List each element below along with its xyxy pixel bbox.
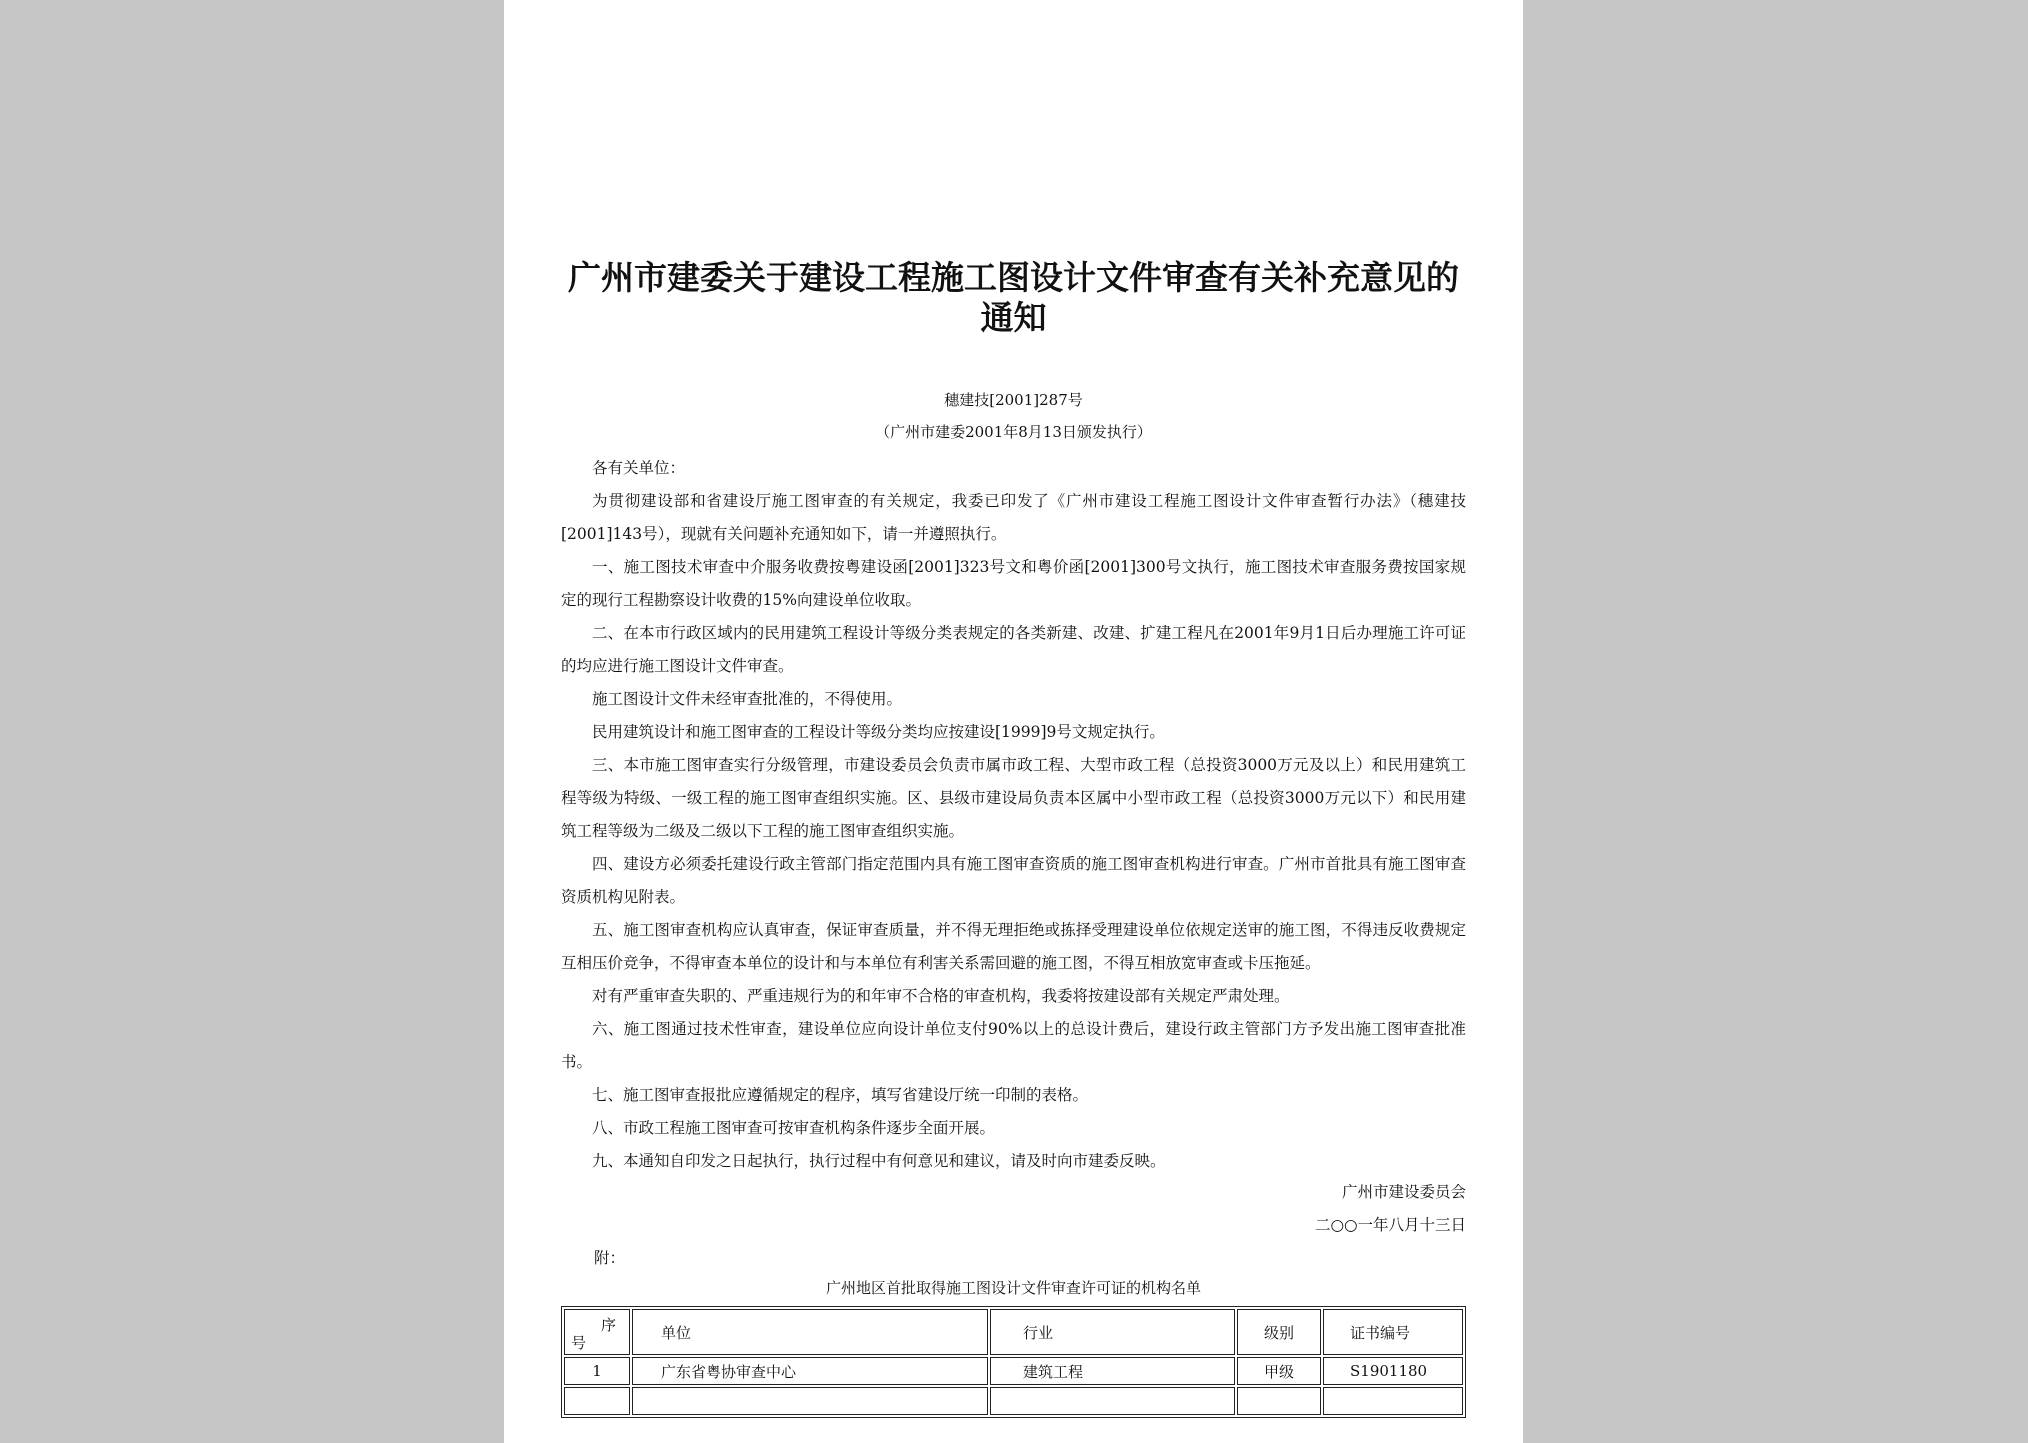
annex-label: 附： (594, 1249, 626, 1267)
paragraph: 为贯彻建设部和省建设厅施工图审查的有关规定，我委已印发了《广州市建设工程施工图设计文件审查暂行办法》（穗建技[2001]143号），现就有关问题补充通知如下，请一并遵照执行。 (561, 492, 1466, 543)
paragraph: 七、施工图审查报批应遵循规定的程序，填写省建设厅统一印制的表格。 (592, 1086, 1089, 1104)
paragraph: 六、施工图通过技术性审查，建设单位应向设计单位支付90%以上的总设计费后，建设行政主管部门方予发出施工图审查批准书。 (561, 1020, 1466, 1071)
cell-level: 甲级 (1237, 1357, 1321, 1385)
paragraph: 四、建设方必须委托建设行政主管部门指定范围内具有施工图审查资质的施工图审查机构进行审查。广州市首批具有施工图审查资质机构见附表。 (561, 855, 1466, 906)
cell-industry (990, 1387, 1235, 1415)
paragraph: 民用建筑设计和施工图审查的工程设计等级分类均应按建设[1999]9号文规定执行。 (592, 723, 1165, 741)
cell-seq (564, 1387, 630, 1415)
cell-level (1237, 1387, 1321, 1415)
paragraph: 各有关单位： (592, 459, 686, 477)
cell-industry: 建筑工程 (990, 1357, 1235, 1385)
header-seq-bottom: 号 (571, 1334, 587, 1352)
header-level: 级别 (1237, 1309, 1321, 1355)
paragraph: 三、本市施工图审查实行分级管理，市建设委员会负责市属市政工程、大型市政工程（总投资3000万元及以上）和民用建筑工程等级为特级、一级工程的施工图审查组织实施。区、县级市建设局负责本区属中小型市政工程（总投资3000万元以下）和民用建筑工程等级为二级及二级以下工程的施工图审查组织实施。 (561, 756, 1466, 840)
signature-issuer: 广州市建设委员会 (1341, 1183, 1466, 1201)
table-row (564, 1357, 1463, 1385)
document-body (561, 452, 1466, 1178)
signature-block (1315, 1176, 1466, 1242)
signature-date: 二○○一年八月十三日 (1314, 1216, 1466, 1234)
paragraph: 一、施工图技术审查中介服务收费按粤建设函[2001]323号文和粤价函[2001]300号文执行，施工图技术审查服务费按国家规定的现行工程勘察设计收费的15%向建设单位收取。 (561, 558, 1466, 609)
cell-unit (632, 1387, 988, 1415)
table-header-row (564, 1309, 1463, 1355)
document-title: 广州市建委关于建设工程施工图设计文件审查有关补充意见的通知 (568, 258, 1459, 337)
header-cert: 证书编号 (1323, 1309, 1463, 1355)
paragraph: 对有严重审查失职的、严重违规行为的和年审不合格的审查机构，我委将按建设部有关规定严肃处理。 (592, 987, 1290, 1005)
table-row (564, 1387, 1463, 1415)
document-page (504, 0, 1523, 1443)
cell-seq: 1 (564, 1357, 630, 1385)
header-industry: 行业 (990, 1309, 1235, 1355)
header-seq (564, 1309, 630, 1355)
cell-cert (1323, 1387, 1463, 1415)
issued-note: （广州市建委2001年8月13日颁发执行） (875, 423, 1152, 441)
document-number: 穗建技[2001]287号 (944, 391, 1083, 409)
paragraph: 五、施工图审查机构应认真审查，保证审查质量，并不得无理拒绝或拣择受理建设单位依规定送审的施工图，不得违反收费规定互相压价竞争，不得审查本单位的设计和与本单位有利害关系需回避的施工图，不得互相放宽审查或卡压拖延。 (561, 921, 1466, 972)
header-seq-top: 序 (601, 1316, 617, 1334)
paragraph: 施工图设计文件未经审查批准的，不得使用。 (592, 690, 903, 708)
paragraph: 九、本通知自印发之日起执行，执行过程中有何意见和建议，请及时向市建委反映。 (592, 1152, 1166, 1170)
cell-unit: 广东省粤协审查中心 (632, 1357, 988, 1385)
institution-table (561, 1306, 1466, 1418)
table-title: 广州地区首批取得施工图设计文件审查许可证的机构名单 (825, 1279, 1201, 1297)
cell-cert: S1901180 (1323, 1357, 1463, 1385)
header-unit: 单位 (632, 1309, 988, 1355)
paragraph: 八、市政工程施工图审查可按审查机构条件逐步全面开展。 (592, 1119, 996, 1137)
paragraph: 二、在本市行政区域内的民用建筑工程设计等级分类表规定的各类新建、改建、扩建工程凡在2001年9月1日后办理施工许可证的均应进行施工图设计文件审查。 (561, 624, 1466, 675)
